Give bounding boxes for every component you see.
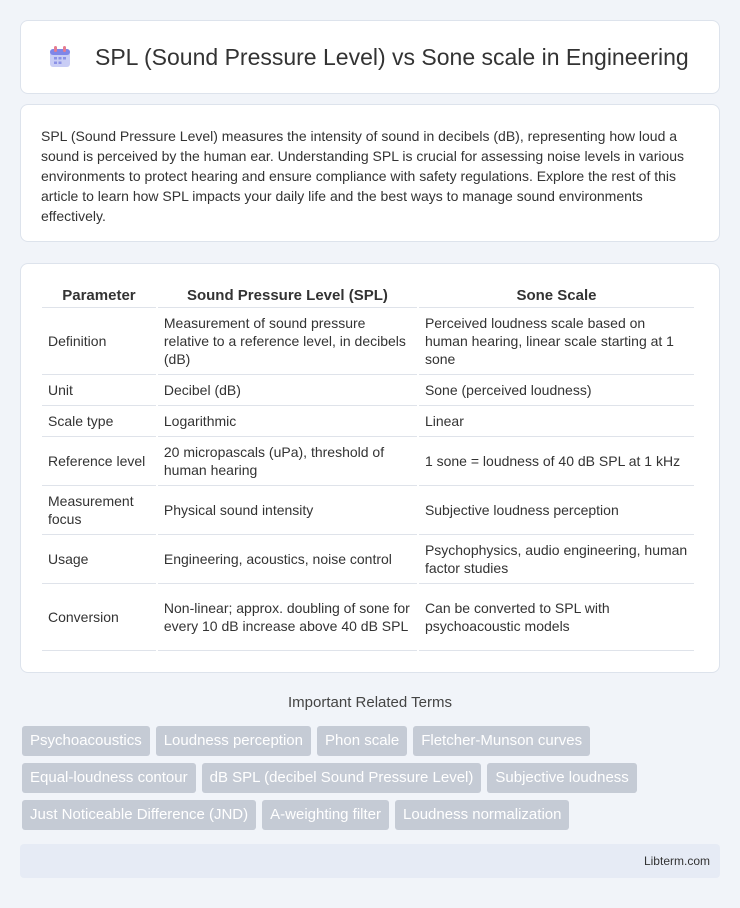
- table-row: [42, 406, 694, 437]
- header-card: [20, 20, 720, 94]
- table-cell-parameter: Definition: [42, 308, 156, 375]
- header-spl: Sound Pressure Level (SPL): [158, 284, 417, 308]
- tag-subjective-loudness[interactable]: Subjective loudness: [487, 763, 636, 793]
- calendar-icon: [47, 44, 73, 70]
- tag-fletcher-munson-curves[interactable]: Fletcher-Munson curves: [413, 726, 590, 756]
- tag-row: [22, 763, 722, 793]
- table-row: [42, 584, 694, 651]
- table-cell-spl: 20 micropascals (uPa), threshold of human hearing: [158, 437, 417, 486]
- table-cell-parameter: Usage: [42, 535, 156, 584]
- table-row: [42, 375, 694, 406]
- tag-jnd[interactable]: Just Noticeable Difference (JND): [22, 800, 256, 830]
- table-cell-sone: Linear: [419, 406, 694, 437]
- table-cell-sone: Sone (perceived loudness): [419, 375, 694, 406]
- table-cell-parameter: Measurement focus: [42, 486, 156, 535]
- page-title: SPL (Sound Pressure Level) vs Sone scale in Engineering: [95, 43, 689, 70]
- table-cell-spl: Logarithmic: [158, 406, 417, 437]
- tag-equal-loudness-contour[interactable]: Equal-loudness contour: [22, 763, 196, 793]
- table-cell-spl: Non-linear; approx. doubling of sone for every 10 dB increase above 40 dB SPL: [158, 584, 417, 651]
- comparison-table: [40, 284, 696, 651]
- table-cell-sone: Perceived loudness scale based on human hearing, linear scale starting at 1 sone: [419, 308, 694, 375]
- related-terms-list: [22, 726, 722, 837]
- tag-loudness-perception[interactable]: Loudness perception: [156, 726, 311, 756]
- table-cell-sone: Psychophysics, audio engineering, human factor studies: [419, 535, 694, 584]
- intro-text: SPL (Sound Pressure Level) measures the intensity of sound in decibels (dB), representing how loud a sound is perceived by the human ear. Understanding SPL is crucial for assessing noise levels in various environments to protect hearing and ensure compliance with safety regulations. Explore the rest of this article to learn how SPL impacts your daily life and the best ways to manage sound environments effectively.: [41, 128, 685, 224]
- table-row: [42, 535, 694, 584]
- table-cell-parameter: Scale type: [42, 406, 156, 437]
- tag-row: [22, 726, 722, 756]
- table-cell-parameter: Conversion: [42, 584, 156, 651]
- intro-card: [20, 104, 720, 242]
- tag-row: [22, 800, 722, 830]
- tag-loudness-normalization[interactable]: Loudness normalization: [395, 800, 569, 830]
- header-sone: Sone Scale: [419, 284, 694, 308]
- footer-site-link[interactable]: Libterm.com: [643, 854, 710, 868]
- table-header-row: [42, 284, 694, 308]
- related-terms-title: Important Related Terms: [288, 694, 452, 711]
- comparison-table-card: [20, 263, 720, 673]
- table-cell-spl: Decibel (dB): [158, 375, 417, 406]
- table-cell-parameter: Reference level: [42, 437, 156, 486]
- table-cell-sone: 1 sone = loudness of 40 dB SPL at 1 kHz: [419, 437, 694, 486]
- table-cell-spl: Engineering, acoustics, noise control: [158, 535, 417, 584]
- header-parameter: Parameter: [42, 284, 156, 308]
- table-row: [42, 437, 694, 486]
- table-cell-sone: Can be converted to SPL with psychoacoustic models: [419, 584, 694, 651]
- table-cell-spl: Measurement of sound pressure relative to a reference level, in decibels (dB): [158, 308, 417, 375]
- table-row: [42, 308, 694, 375]
- tag-psychoacoustics[interactable]: Psychoacoustics: [22, 726, 150, 756]
- table-cell-sone: Subjective loudness perception: [419, 486, 694, 535]
- tag-a-weighting-filter[interactable]: A-weighting filter: [262, 800, 389, 830]
- table-cell-parameter: Unit: [42, 375, 156, 406]
- tag-db-spl[interactable]: dB SPL (decibel Sound Pressure Level): [202, 763, 482, 793]
- tag-phon-scale[interactable]: Phon scale: [317, 726, 407, 756]
- table-cell-spl: Physical sound intensity: [158, 486, 417, 535]
- footer: [20, 844, 720, 878]
- table-row: [42, 486, 694, 535]
